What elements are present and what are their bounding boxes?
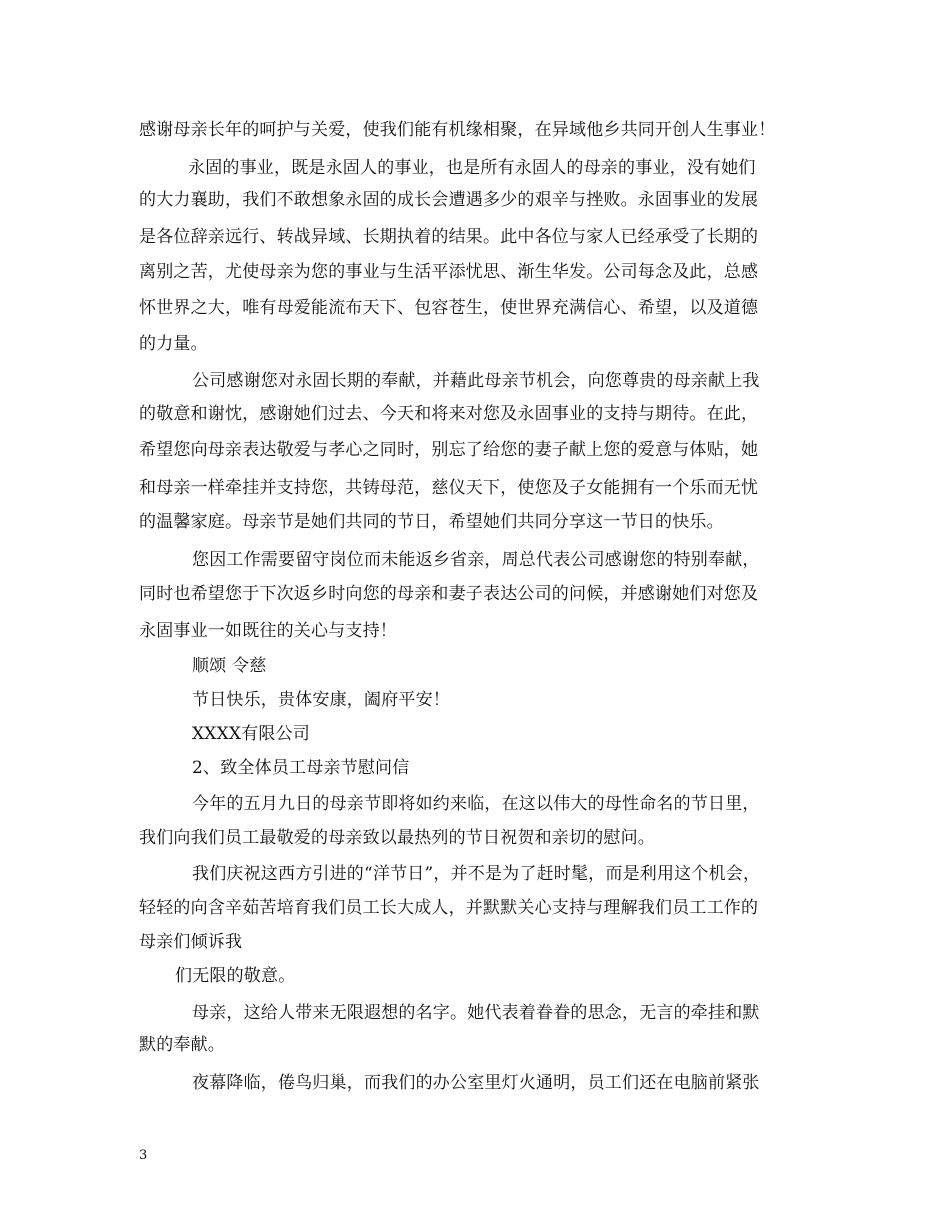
page-number: 3 [139, 1148, 148, 1163]
closing-wishes: 节日快乐，贵体安康，阖府平安！ [192, 690, 450, 710]
text-line: 同时也希望您于下次返乡时向您的母亲和妻子表达公司的问候，并感谢她们对您及 [139, 584, 759, 604]
text-line: 感谢母亲长年的呵护与关爱，使我们能有机缘相聚，在异域他乡共同开创人生事业！ [139, 120, 776, 140]
text-line: 们无限的敬意。 [175, 966, 296, 986]
text-line: 是各位辞亲远行、转战异域、长期执着的结果。此中各位与家人已经承受了长期的 [139, 227, 759, 247]
text-line: 的大力襄助，我们不敢想象永固的成长会遭遇多少的艰辛与挫败。永固事业的发展 [139, 190, 759, 210]
text-line: 的敬意和谢忱，感谢她们过去、今天和将来对您及永固事业的支持与期待。在此， [139, 404, 759, 424]
company-signature: XXXX有限公司 [192, 724, 311, 744]
text-line: 我们向我们员工最敬爱的母亲致以最热列的节日祝贺和亲切的慰问。 [139, 828, 655, 848]
text-line: 和母亲一样牵挂并支持您，共铸母范，慈仪天下，使您及子女能拥有一个乐而无忧 [139, 478, 759, 498]
text-line: 母亲们倾诉我 [139, 932, 243, 952]
text-line: 公司感谢您对永固长期的奉献，并藉此母亲节机会，向您尊贵的母亲献上我 [192, 371, 760, 391]
text-line: 永固事业一如既往的关心与支持！ [139, 621, 397, 641]
section-heading: 2、致全体员工母亲节慰问信 [192, 758, 410, 778]
text-line: 离别之苦，尤使母亲为您的事业与生活平添忧思、渐生华发。公司每念及此，总感 [139, 262, 759, 282]
text-line: 今年的五月九日的母亲节即将如约来临，在这以伟大的母性命名的节日里， [192, 794, 760, 814]
text-line: 夜幕降临，倦鸟归巢，而我们的办公室里灯火通明，员工们还在电脑前紧张 [192, 1073, 760, 1093]
text-line: 我们庆祝这西方引进的“洋节日”，并不是为了赶时髦，而是利用这个机会， [192, 864, 761, 884]
text-line: 的温馨家庭。母亲节是她们共同的节日，希望她们共同分享这一节日的快乐。 [139, 512, 724, 532]
text-line: 希望您向母亲表达敬爱与孝心之同时，别忘了给您的妻子献上您的爱意与体贴，她 [139, 440, 759, 460]
text-line: 永固的事业，既是永固人的事业，也是所有永固人的母亲的事业，没有她们 [188, 158, 756, 178]
text-line: 轻轻的向含辛茹苦培育我们员工长大成人，并默默关心支持与理解我们员工工作的 [139, 898, 759, 918]
text-line: 您因工作需要留守岗位而未能返乡省亲，周总代表公司感谢您的特别奉献， [192, 550, 760, 570]
text-line: 默的奉献。 [139, 1035, 225, 1055]
text-line: 的力量。 [139, 334, 208, 354]
text-line: 怀世界之大，唯有母爱能流布天下、包容苍生，使世界充满信心、希望，以及道德 [139, 298, 759, 318]
closing-salutation: 顺颂 令慈 [192, 656, 267, 676]
text-line: 母亲，这给人带来无限遐想的名字。她代表着眷眷的思念，无言的牵挂和默 [192, 1003, 760, 1023]
